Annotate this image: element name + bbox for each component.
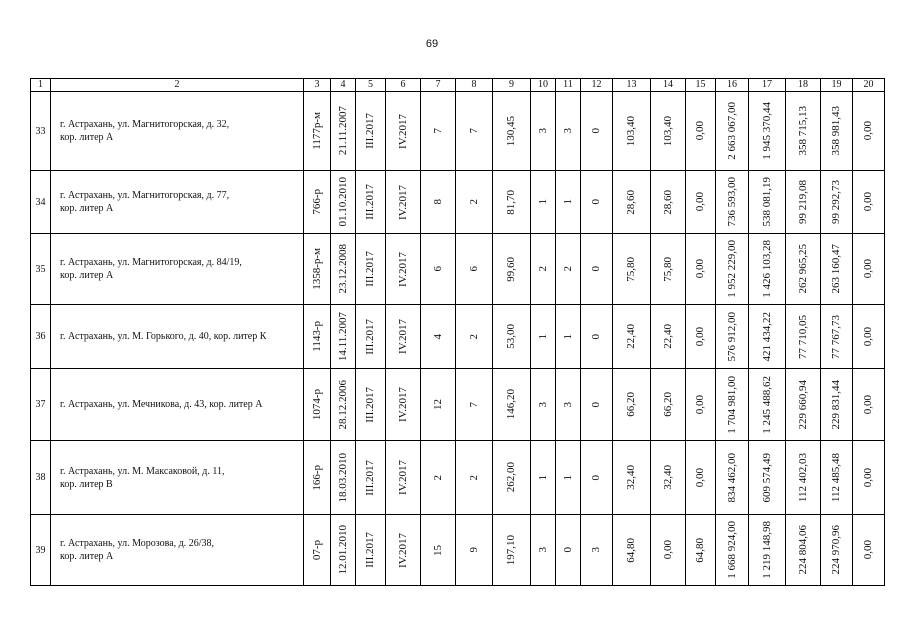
row-35-col-16-cell: [716, 234, 749, 305]
column-header-14: 14: [651, 79, 686, 92]
row-36-col-9-value: 53,00: [505, 324, 517, 349]
row-36-col-14-value: 22,40: [661, 324, 674, 349]
row-39-col-6-value: IV.2017: [396, 532, 409, 568]
row-39-col-8-value: 9: [467, 547, 480, 553]
row-36-col-7-cell: [421, 305, 456, 369]
row-34-col-15-value: 0,00: [694, 192, 706, 212]
row-36-col-8-cell: [456, 305, 493, 369]
row-38-col-19-value: 112 485,48: [830, 452, 842, 503]
row-36-col-17-value: 421 434,22: [760, 311, 773, 362]
row-36-col-12-value: 0: [590, 333, 602, 340]
row-39-col-3-value: 07-р: [310, 539, 323, 561]
row-34-col-14-value: 28,60: [661, 189, 674, 215]
row-33-col-8-cell: [456, 92, 493, 171]
row-38-col-13-value: 32,40: [625, 465, 637, 490]
row-33-col-15-value: 0,00: [694, 121, 706, 141]
row-39-col-13-value: 64,80: [625, 537, 637, 563]
row-36-number: 36: [31, 305, 51, 369]
row-38-col-8-cell: [456, 441, 493, 515]
column-header-6: 6: [386, 79, 421, 92]
row-35-col-11-cell: [556, 234, 581, 305]
column-header-10: 10: [531, 79, 556, 92]
row-35-col-10-cell: [531, 234, 556, 305]
column-header-11: 11: [556, 79, 581, 92]
row-34-col-13-value: 28,60: [625, 189, 637, 215]
row-34-col-8-cell: [456, 171, 493, 234]
row-35-col-6-cell: [386, 234, 421, 305]
row-37-col-20-value: 0,00: [862, 394, 874, 415]
row-33-col-13-cell: [613, 92, 651, 171]
row-34-col-6-value: IV.2017: [396, 184, 409, 220]
row-33-col-3-value: 1177р-м: [310, 112, 323, 150]
row-34-col-18-value: 99 219,08: [796, 180, 809, 224]
row-37-address: г. Астрахань, ул. Мечникова, д. 43, кор. литер А: [51, 369, 304, 441]
row-35-col-13-value: 75,80: [625, 256, 637, 282]
column-header-8: 8: [456, 79, 493, 92]
row-38-col-18-value: 112 402,03: [796, 452, 809, 503]
row-33-col-8-value: 7: [467, 128, 480, 134]
row-38-col-8-value: 2: [467, 474, 480, 481]
row-36-col-4-cell: [331, 305, 356, 369]
row-36-col-7-value: 4: [431, 333, 444, 340]
column-header-5: 5: [356, 79, 386, 92]
row-36-col-10-cell: [531, 305, 556, 369]
row-38-col-10-value: 1: [536, 474, 549, 481]
row-35-col-20-value: 0,00: [862, 259, 874, 279]
row-37-col-17-value: 1 245 488,62: [760, 375, 773, 434]
row-34-col-3-cell: [304, 171, 331, 234]
row-36-col-11-value: 1: [561, 333, 574, 340]
row-36-col-17-cell: [749, 305, 786, 369]
row-37-col-10-cell: [531, 369, 556, 441]
row-39-col-19-value: 224 970,96: [830, 525, 842, 575]
row-36-col-16-value: 576 912,00: [725, 311, 738, 362]
row-38-col-6-cell: [386, 441, 421, 515]
row-34-col-10-value: 1: [536, 199, 549, 205]
row-33-col-16-value: 2 663 067,00: [725, 102, 738, 160]
row-38-col-15-cell: [686, 441, 716, 515]
row-36-col-6-cell: [386, 305, 421, 369]
row-37-col-15-cell: [686, 369, 716, 441]
row-38-col-20-cell: [853, 441, 885, 515]
row-33-col-14-cell: [651, 92, 686, 171]
row-38-col-12-cell: [581, 441, 613, 515]
row-38-col-16-value: 834 462,00: [725, 452, 738, 503]
row-34-col-17-cell: [749, 171, 786, 234]
row-35-col-12-cell: [581, 234, 613, 305]
row-37-col-4-cell: [331, 369, 356, 441]
row-39-col-16-value: 1 668 924,00: [725, 521, 738, 579]
row-38-col-7-value: 2: [431, 474, 444, 481]
row-33-col-10-value: 3: [536, 128, 549, 134]
row-35-col-11-value: 2: [561, 266, 574, 272]
row-37-col-12-value: 0: [590, 401, 602, 408]
row-34-col-7-cell: [421, 171, 456, 234]
column-header-20: 20: [853, 79, 885, 92]
row-39-col-18-cell: [786, 515, 821, 586]
row-33-col-15-cell: [686, 92, 716, 171]
row-36-col-3-value: 1143-р: [310, 321, 323, 352]
row-36-col-13-cell: [613, 305, 651, 369]
row-39-col-11-cell: [556, 515, 581, 586]
row-39-col-7-cell: [421, 515, 456, 586]
row-36-col-18-value: 77 710,05: [796, 314, 809, 359]
row-36-col-11-cell: [556, 305, 581, 369]
row-38-col-4-cell: [331, 441, 356, 515]
row-33-col-10-cell: [531, 92, 556, 171]
row-39-col-9-value: 197,10: [505, 534, 517, 566]
row-38-address: г. Астрахань, ул. М. Максаковой, д. 11, кор. литер В: [51, 441, 304, 515]
row-35-col-10-value: 2: [536, 266, 549, 272]
row-37-col-16-value: 1 704 981,00: [725, 375, 738, 434]
row-35-col-3-cell: [304, 234, 331, 305]
row-35-col-3-value: 1358-р-м: [310, 248, 323, 290]
row-33-col-16-cell: [716, 92, 749, 171]
row-37-col-5-cell: [356, 369, 386, 441]
column-header-16: 16: [716, 79, 749, 92]
row-37-col-19-cell: [821, 369, 853, 441]
row-35-col-5-cell: [356, 234, 386, 305]
column-header-2: 2: [51, 79, 304, 92]
row-33-col-11-value: 3: [561, 128, 574, 134]
row-38-col-17-cell: [749, 441, 786, 515]
row-39-col-17-cell: [749, 515, 786, 586]
row-39-col-20-cell: [853, 515, 885, 586]
row-39-col-15-cell: [686, 515, 716, 586]
row-38-col-3-value: 166-р: [310, 464, 323, 491]
row-38-col-9-cell: [493, 441, 531, 515]
row-37-col-9-value: 146,20: [505, 389, 517, 420]
row-36-col-20-value: 0,00: [862, 326, 874, 347]
row-38-col-4-value: 18.03.2010: [336, 452, 349, 503]
row-33-col-5-cell: [356, 92, 386, 171]
row-34-col-15-cell: [686, 171, 716, 234]
row-37-col-8-value: 7: [467, 401, 480, 408]
row-34-col-19-cell: [821, 171, 853, 234]
row-36-col-20-cell: [853, 305, 885, 369]
row-33-address: г. Астрахань, ул. Магнитогорская, д. 32, кор. литер А: [51, 92, 304, 171]
column-header-13: 13: [613, 79, 651, 92]
column-header-15: 15: [686, 79, 716, 92]
row-39-col-9-cell: [493, 515, 531, 586]
row-34-address: г. Астрахань, ул. Магнитогорская, д. 77, кор. литер А: [51, 171, 304, 234]
row-37-col-17-cell: [749, 369, 786, 441]
row-35-col-8-value: 6: [467, 266, 480, 272]
row-34-col-4-value: 01.10.2010: [336, 177, 349, 227]
row-33-col-7-cell: [421, 92, 456, 171]
row-34-number: 34: [31, 171, 51, 234]
row-35-col-14-cell: [651, 234, 686, 305]
row-34-col-17-value: 538 081,19: [760, 177, 773, 227]
row-35-col-6-value: IV.2017: [396, 251, 409, 287]
row-39-col-20-value: 0,00: [862, 540, 874, 560]
row-35-col-7-value: 6: [431, 266, 444, 272]
row-36-col-10-value: 1: [536, 333, 549, 340]
row-39-col-12-value: 3: [590, 547, 602, 553]
row-35-col-17-cell: [749, 234, 786, 305]
row-35-col-16-value: 1 952 229,00: [725, 240, 738, 298]
row-38-col-20-value: 0,00: [862, 467, 874, 488]
row-39-col-13-cell: [613, 515, 651, 586]
row-34-col-18-cell: [786, 171, 821, 234]
row-39-address: г. Астрахань, ул. Морозова, д. 26/38, кор. литер А: [51, 515, 304, 586]
row-35-address: г. Астрахань, ул. Магнитогорская, д. 84/19, кор. литер А: [51, 234, 304, 305]
row-37-col-7-value: 12: [431, 399, 444, 410]
column-header-4: 4: [331, 79, 356, 92]
row-34-col-6-cell: [386, 171, 421, 234]
row-39-col-15-value: 64,80: [694, 537, 706, 563]
row-39-col-4-value: 12.01.2010: [336, 525, 349, 575]
row-33-col-4-value: 21.11.2007: [336, 106, 349, 156]
row-33-col-4-cell: [331, 92, 356, 171]
column-header-17: 17: [749, 79, 786, 92]
row-33-col-20-value: 0,00: [862, 121, 874, 141]
row-36-col-19-value: 77 767,73: [830, 314, 842, 359]
row-33-col-17-value: 1 945 370,44: [760, 102, 773, 160]
row-33-number: 33: [31, 92, 51, 171]
row-37-col-14-value: 66,20: [661, 392, 674, 417]
row-35-col-4-value: 23.12.2008: [336, 244, 349, 294]
row-35-col-15-value: 0,00: [694, 259, 706, 279]
row-39-col-6-cell: [386, 515, 421, 586]
row-36-col-14-cell: [651, 305, 686, 369]
row-38-col-5-value: III.2017: [364, 459, 376, 496]
row-33-col-12-value: 0: [590, 128, 602, 134]
row-39-col-14-cell: [651, 515, 686, 586]
row-35-col-9-value: 99,60: [505, 256, 517, 282]
row-33-col-13-value: 103,40: [625, 115, 637, 147]
row-37-col-8-cell: [456, 369, 493, 441]
row-35-col-18-value: 262 965,25: [796, 244, 809, 294]
row-34-col-12-cell: [581, 171, 613, 234]
row-39-col-5-cell: [356, 515, 386, 586]
row-38-number: 38: [31, 441, 51, 515]
row-35-col-7-cell: [421, 234, 456, 305]
row-36-col-15-cell: [686, 305, 716, 369]
row-38-col-18-cell: [786, 441, 821, 515]
column-header-19: 19: [821, 79, 853, 92]
row-34-col-13-cell: [613, 171, 651, 234]
row-34-col-4-cell: [331, 171, 356, 234]
row-39-col-14-value: 0,00: [661, 540, 674, 560]
row-37-col-4-value: 28.12.2006: [336, 379, 349, 430]
row-38-col-6-value: IV.2017: [396, 460, 409, 495]
row-37-col-13-value: 66,20: [625, 392, 637, 417]
row-33-col-6-value: IV.2017: [396, 113, 409, 149]
row-39-number: 39: [31, 515, 51, 586]
row-34-col-9-value: 81,70: [505, 189, 517, 215]
row-38-col-11-value: 1: [561, 474, 574, 481]
row-36-col-18-cell: [786, 305, 821, 369]
data-table: [30, 78, 885, 586]
row-35-col-19-cell: [821, 234, 853, 305]
row-37-col-12-cell: [581, 369, 613, 441]
row-33-col-6-cell: [386, 92, 421, 171]
row-34-col-11-value: 1: [561, 199, 574, 205]
row-38-col-13-cell: [613, 441, 651, 515]
row-34-col-7-value: 8: [431, 199, 444, 205]
row-37-col-11-value: 3: [561, 401, 574, 408]
row-36-col-12-cell: [581, 305, 613, 369]
row-35-col-5-value: III.2017: [364, 251, 376, 287]
row-35-col-15-cell: [686, 234, 716, 305]
row-37-col-18-cell: [786, 369, 821, 441]
column-header-3: 3: [304, 79, 331, 92]
row-33-col-14-value: 103,40: [661, 115, 674, 147]
row-36-col-13-value: 22,40: [625, 324, 637, 349]
row-35-col-18-cell: [786, 234, 821, 305]
row-33-col-19-cell: [821, 92, 853, 171]
row-37-col-14-cell: [651, 369, 686, 441]
row-34-col-14-cell: [651, 171, 686, 234]
row-37-col-10-value: 3: [536, 401, 549, 408]
row-37-col-3-value: 1074-р: [310, 388, 323, 421]
row-36-col-6-value: IV.2017: [396, 319, 409, 354]
row-39-col-19-cell: [821, 515, 853, 586]
row-33-col-12-cell: [581, 92, 613, 171]
row-37-col-16-cell: [716, 369, 749, 441]
row-35-col-17-value: 1 426 103,28: [760, 240, 773, 298]
column-header-12: 12: [581, 79, 613, 92]
column-header-18: 18: [786, 79, 821, 92]
row-33-col-11-cell: [556, 92, 581, 171]
row-38-col-12-value: 0: [590, 474, 602, 481]
row-38-col-10-cell: [531, 441, 556, 515]
row-35-col-9-cell: [493, 234, 531, 305]
row-36-col-19-cell: [821, 305, 853, 369]
row-34-col-10-cell: [531, 171, 556, 234]
row-35-col-20-cell: [853, 234, 885, 305]
row-36-col-3-cell: [304, 305, 331, 369]
row-38-col-9-value: 262,00: [505, 462, 517, 493]
row-33-col-9-cell: [493, 92, 531, 171]
row-39-col-16-cell: [716, 515, 749, 586]
row-34-col-9-cell: [493, 171, 531, 234]
row-39-col-12-cell: [581, 515, 613, 586]
row-34-col-11-cell: [556, 171, 581, 234]
row-34-col-3-value: 766-р: [310, 189, 323, 215]
row-39-col-10-value: 3: [536, 547, 549, 553]
row-33-col-19-value: 358 981,43: [830, 106, 842, 156]
row-36-col-5-cell: [356, 305, 386, 369]
page-number: 69: [425, 38, 439, 50]
row-35-col-12-value: 0: [590, 266, 602, 272]
row-33-col-7-value: 7: [431, 128, 444, 134]
row-33-col-18-cell: [786, 92, 821, 171]
row-34-col-19-value: 99 292,73: [830, 180, 842, 224]
row-38-col-15-value: 0,00: [694, 467, 706, 488]
row-38-col-3-cell: [304, 441, 331, 515]
row-33-col-20-cell: [853, 92, 885, 171]
column-header-7: 7: [421, 79, 456, 92]
row-34-col-5-value: III.2017: [364, 184, 376, 220]
row-38-col-7-cell: [421, 441, 456, 515]
row-34-col-8-value: 2: [467, 199, 480, 205]
row-33-col-9-value: 130,45: [505, 115, 517, 147]
row-34-col-20-value: 0,00: [862, 192, 874, 212]
row-38-col-14-cell: [651, 441, 686, 515]
row-36-col-9-cell: [493, 305, 531, 369]
row-36-address: г. Астрахань, ул. М. Горького, д. 40, кор. литер К: [51, 305, 304, 369]
row-37-number: 37: [31, 369, 51, 441]
row-36-col-8-value: 2: [467, 333, 480, 340]
row-38-col-19-cell: [821, 441, 853, 515]
row-35-col-4-cell: [331, 234, 356, 305]
row-37-col-9-cell: [493, 369, 531, 441]
row-37-col-19-value: 229 831,44: [830, 379, 842, 430]
row-37-col-11-cell: [556, 369, 581, 441]
row-34-col-5-cell: [356, 171, 386, 234]
row-38-col-5-cell: [356, 441, 386, 515]
row-37-col-3-cell: [304, 369, 331, 441]
row-37-col-5-value: III.2017: [364, 386, 376, 423]
row-36-col-15-value: 0,00: [694, 326, 706, 347]
row-38-col-17-value: 609 574,49: [760, 452, 773, 503]
row-39-col-4-cell: [331, 515, 356, 586]
row-35-col-13-cell: [613, 234, 651, 305]
row-34-col-20-cell: [853, 171, 885, 234]
column-header-1: 1: [31, 79, 51, 92]
row-35-number: 35: [31, 234, 51, 305]
row-37-col-18-value: 229 660,94: [796, 379, 809, 430]
row-37-col-20-cell: [853, 369, 885, 441]
row-33-col-17-cell: [749, 92, 786, 171]
row-37-col-6-cell: [386, 369, 421, 441]
row-33-col-3-cell: [304, 92, 331, 171]
row-39-col-10-cell: [531, 515, 556, 586]
row-33-col-5-value: III.2017: [364, 113, 376, 149]
row-38-col-16-cell: [716, 441, 749, 515]
row-37-col-15-value: 0,00: [694, 394, 706, 415]
row-34-col-12-value: 0: [590, 199, 602, 205]
row-34-col-16-value: 736 593,00: [725, 177, 738, 227]
row-39-col-17-value: 1 219 148,98: [760, 521, 773, 579]
row-37-col-7-cell: [421, 369, 456, 441]
row-36-col-16-cell: [716, 305, 749, 369]
row-38-col-14-value: 32,40: [661, 465, 674, 490]
row-39-col-11-value: 0: [561, 547, 574, 553]
row-38-col-11-cell: [556, 441, 581, 515]
column-header-9: 9: [493, 79, 531, 92]
row-36-col-4-value: 14.11.2007: [336, 311, 349, 362]
row-35-col-19-value: 263 160,47: [830, 244, 842, 294]
row-39-col-7-value: 15: [431, 544, 444, 556]
row-37-col-13-cell: [613, 369, 651, 441]
row-39-col-3-cell: [304, 515, 331, 586]
row-34-col-16-cell: [716, 171, 749, 234]
row-35-col-8-cell: [456, 234, 493, 305]
row-37-col-6-value: IV.2017: [396, 387, 409, 422]
row-39-col-5-value: III.2017: [364, 532, 376, 568]
row-39-col-18-value: 224 804,06: [796, 525, 809, 575]
row-39-col-8-cell: [456, 515, 493, 586]
row-33-col-18-value: 358 715,13: [796, 106, 809, 156]
row-35-col-14-value: 75,80: [661, 256, 674, 282]
row-36-col-5-value: III.2017: [364, 318, 376, 355]
